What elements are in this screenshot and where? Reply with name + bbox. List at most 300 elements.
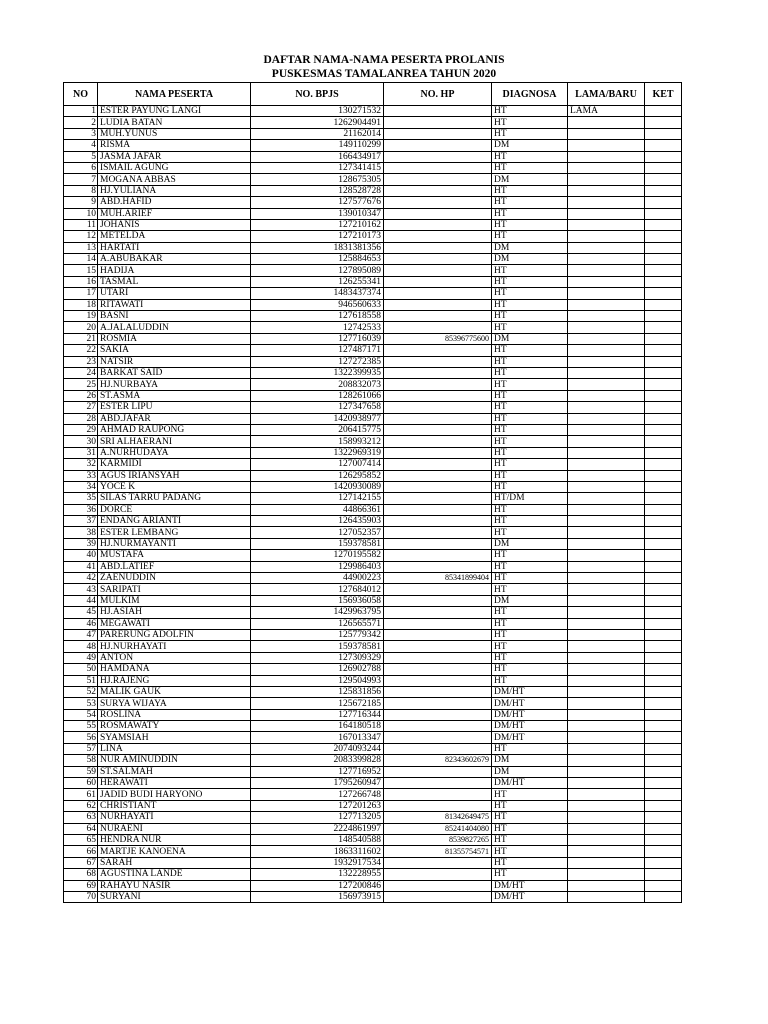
- cell-ket: [645, 595, 682, 606]
- cell-diagnosa: HT: [492, 231, 568, 242]
- header-no-bpjs: NO. BPJS: [251, 83, 384, 106]
- table-row: [64, 607, 682, 618]
- cell-no-bpjs: 127716344: [251, 709, 384, 720]
- cell-lama-baru: [568, 846, 645, 857]
- cell-diagnosa: HT: [492, 675, 568, 686]
- table-row: [64, 424, 682, 435]
- table-row: [64, 800, 682, 811]
- cell-ket: [645, 584, 682, 595]
- cell-ket: [645, 413, 682, 424]
- cell-no: 24: [64, 367, 98, 378]
- cell-diagnosa: HT: [492, 208, 568, 219]
- cell-lama-baru: [568, 527, 645, 538]
- cell-no-hp: [384, 641, 492, 652]
- cell-no: 49: [64, 652, 98, 663]
- cell-ket: [645, 367, 682, 378]
- cell-no-bpjs: 127266748: [251, 789, 384, 800]
- cell-no-hp: [384, 185, 492, 196]
- cell-diagnosa: DM: [492, 755, 568, 766]
- cell-lama-baru: [568, 493, 645, 504]
- cell-lama-baru: [568, 652, 645, 663]
- cell-no-hp: [384, 504, 492, 515]
- document-subtitle: PUSKESMAS TAMALANREA TAHUN 2020: [271, 68, 497, 80]
- cell-no: 56: [64, 732, 98, 743]
- cell-no-bpjs: 127007414: [251, 459, 384, 470]
- cell-ket: [645, 493, 682, 504]
- cell-ket: [645, 607, 682, 618]
- cell-nama-peserta: A.NURHUDAYA: [98, 447, 251, 458]
- cell-nama-peserta: ZAENUDDIN: [98, 573, 251, 584]
- cell-no-hp: [384, 778, 492, 789]
- table-row: [64, 538, 682, 549]
- cell-no-bpjs: 167013347: [251, 732, 384, 743]
- cell-no: 57: [64, 743, 98, 754]
- table-row: [64, 846, 682, 857]
- table-row: [64, 459, 682, 470]
- cell-nama-peserta: MUH.YUNUS: [98, 128, 251, 139]
- cell-no: 17: [64, 288, 98, 299]
- cell-no: 14: [64, 254, 98, 265]
- cell-no-bpjs: 128675305: [251, 174, 384, 185]
- cell-no: 66: [64, 846, 98, 857]
- cell-diagnosa: DM: [492, 254, 568, 265]
- cell-diagnosa: HT: [492, 481, 568, 492]
- document-title: DAFTAR NAMA-NAMA PESERTA PROLANIS: [263, 54, 505, 66]
- table-row: [64, 493, 682, 504]
- cell-lama-baru: [568, 823, 645, 834]
- cell-nama-peserta: KARMIDI: [98, 459, 251, 470]
- cell-no: 64: [64, 823, 98, 834]
- cell-no-bpjs: 125831856: [251, 686, 384, 697]
- cell-diagnosa: HT: [492, 743, 568, 754]
- cell-ket: [645, 197, 682, 208]
- cell-diagnosa: HT: [492, 185, 568, 196]
- cell-diagnosa: HT: [492, 584, 568, 595]
- cell-no: 47: [64, 629, 98, 640]
- table-header-row: [64, 83, 682, 106]
- cell-no-hp: [384, 413, 492, 424]
- cell-lama-baru: [568, 789, 645, 800]
- table-row: [64, 504, 682, 515]
- cell-diagnosa: HT: [492, 367, 568, 378]
- cell-no-bpjs: 127142155: [251, 493, 384, 504]
- cell-no-hp: 85341899404: [384, 573, 492, 584]
- cell-no: 41: [64, 561, 98, 572]
- cell-no: 59: [64, 766, 98, 777]
- cell-ket: [645, 106, 682, 117]
- cell-lama-baru: [568, 117, 645, 128]
- table-row: [64, 561, 682, 572]
- table-row: [64, 550, 682, 561]
- cell-nama-peserta: MUSTAFA: [98, 550, 251, 561]
- table-row: [64, 721, 682, 732]
- cell-no-bpjs: 127713205: [251, 812, 384, 823]
- table-row: [64, 812, 682, 823]
- cell-lama-baru: [568, 709, 645, 720]
- cell-lama-baru: [568, 470, 645, 481]
- cell-diagnosa: HT: [492, 664, 568, 675]
- cell-diagnosa: DM: [492, 242, 568, 253]
- cell-no: 48: [64, 641, 98, 652]
- cell-no-hp: [384, 265, 492, 276]
- cell-lama-baru: [568, 413, 645, 424]
- cell-no-hp: [384, 789, 492, 800]
- cell-lama-baru: [568, 538, 645, 549]
- cell-diagnosa: HT: [492, 470, 568, 481]
- cell-nama-peserta: ROSMIA: [98, 333, 251, 344]
- cell-no: 40: [64, 550, 98, 561]
- cell-diagnosa: HT: [492, 311, 568, 322]
- cell-nama-peserta: ESTER PAYUNG LANGI: [98, 106, 251, 117]
- table-row: [64, 333, 682, 344]
- cell-nama-peserta: ABD.JAFAR: [98, 413, 251, 424]
- cell-diagnosa: HT: [492, 276, 568, 287]
- cell-nama-peserta: HJ.NURBAYA: [98, 379, 251, 390]
- cell-no-hp: [384, 106, 492, 117]
- cell-no-hp: [384, 424, 492, 435]
- cell-lama-baru: [568, 174, 645, 185]
- table-row: [64, 447, 682, 458]
- cell-nama-peserta: HJ.NURMAYANTI: [98, 538, 251, 549]
- cell-no-hp: [384, 345, 492, 356]
- cell-diagnosa: DM/HT: [492, 686, 568, 697]
- cell-no-hp: [384, 584, 492, 595]
- cell-no: 43: [64, 584, 98, 595]
- cell-no: 29: [64, 424, 98, 435]
- cell-diagnosa: HT: [492, 846, 568, 857]
- cell-lama-baru: [568, 550, 645, 561]
- cell-ket: [645, 128, 682, 139]
- cell-ket: [645, 550, 682, 561]
- cell-lama-baru: [568, 743, 645, 754]
- cell-no-bpjs: 164180518: [251, 721, 384, 732]
- cell-no-bpjs: 12742533: [251, 322, 384, 333]
- cell-no-hp: [384, 481, 492, 492]
- cell-no-hp: [384, 766, 492, 777]
- cell-nama-peserta: MUH.ARIEF: [98, 208, 251, 219]
- cell-no: 34: [64, 481, 98, 492]
- cell-diagnosa: DM: [492, 333, 568, 344]
- cell-no-bpjs: 156973915: [251, 891, 384, 902]
- cell-lama-baru: [568, 390, 645, 401]
- cell-no-bpjs: 206415775: [251, 424, 384, 435]
- cell-ket: [645, 151, 682, 162]
- cell-ket: [645, 242, 682, 253]
- cell-nama-peserta: SILAS TARRU PADANG: [98, 493, 251, 504]
- cell-no-hp: [384, 891, 492, 902]
- cell-nama-peserta: JOHANIS: [98, 219, 251, 230]
- cell-diagnosa: HT: [492, 835, 568, 846]
- cell-lama-baru: [568, 481, 645, 492]
- cell-no-hp: [384, 618, 492, 629]
- table-row: [64, 743, 682, 754]
- cell-no-bpjs: 127201263: [251, 800, 384, 811]
- cell-diagnosa: HT: [492, 106, 568, 117]
- cell-nama-peserta: HERAWATI: [98, 778, 251, 789]
- cell-no-bpjs: 2083399828: [251, 755, 384, 766]
- table-row: [64, 755, 682, 766]
- cell-no-hp: [384, 174, 492, 185]
- table-row: [64, 835, 682, 846]
- cell-no-bpjs: 128261066: [251, 390, 384, 401]
- cell-no-bpjs: 126902788: [251, 664, 384, 675]
- table-row: [64, 709, 682, 720]
- cell-ket: [645, 356, 682, 367]
- cell-no-hp: [384, 367, 492, 378]
- cell-ket: [645, 561, 682, 572]
- cell-no: 23: [64, 356, 98, 367]
- cell-no: 46: [64, 618, 98, 629]
- cell-lama-baru: [568, 880, 645, 891]
- cell-no: 53: [64, 698, 98, 709]
- cell-nama-peserta: DORCE: [98, 504, 251, 515]
- cell-ket: [645, 538, 682, 549]
- cell-no-bpjs: 127272385: [251, 356, 384, 367]
- table-row: [64, 618, 682, 629]
- cell-no-bpjs: 126255341: [251, 276, 384, 287]
- cell-nama-peserta: ROSMAWATY: [98, 721, 251, 732]
- cell-nama-peserta: NURAENI: [98, 823, 251, 834]
- table-row: [64, 675, 682, 686]
- cell-no-hp: [384, 322, 492, 333]
- cell-no: 26: [64, 390, 98, 401]
- cell-ket: [645, 504, 682, 515]
- cell-no-bpjs: 127618558: [251, 311, 384, 322]
- cell-nama-peserta: HADIJA: [98, 265, 251, 276]
- cell-no-hp: [384, 447, 492, 458]
- cell-no-bpjs: 127895089: [251, 265, 384, 276]
- cell-diagnosa: HT: [492, 197, 568, 208]
- cell-nama-peserta: SURYANI: [98, 891, 251, 902]
- table-row: [64, 652, 682, 663]
- table-row: [64, 629, 682, 640]
- cell-no-hp: [384, 242, 492, 253]
- cell-no: 44: [64, 595, 98, 606]
- cell-no: 13: [64, 242, 98, 253]
- cell-diagnosa: HT: [492, 652, 568, 663]
- cell-no-hp: [384, 470, 492, 481]
- cell-lama-baru: [568, 573, 645, 584]
- cell-ket: [645, 379, 682, 390]
- cell-ket: [645, 755, 682, 766]
- cell-no-hp: [384, 390, 492, 401]
- cell-ket: [645, 869, 682, 880]
- cell-diagnosa: DM/HT: [492, 891, 568, 902]
- cell-no-bpjs: 132228955: [251, 869, 384, 880]
- cell-no: 67: [64, 857, 98, 868]
- cell-nama-peserta: JADID BUDI HARYONO: [98, 789, 251, 800]
- cell-diagnosa: HT: [492, 607, 568, 618]
- cell-nama-peserta: HJ.YULIANA: [98, 185, 251, 196]
- cell-nama-peserta: BARKAT SAID: [98, 367, 251, 378]
- cell-no: 65: [64, 835, 98, 846]
- cell-nama-peserta: BASNI: [98, 311, 251, 322]
- cell-no-hp: [384, 311, 492, 322]
- cell-diagnosa: HT: [492, 561, 568, 572]
- cell-nama-peserta: ISMAIL AGUNG: [98, 162, 251, 173]
- cell-lama-baru: [568, 402, 645, 413]
- cell-diagnosa: HT: [492, 459, 568, 470]
- cell-nama-peserta: HENDRA NUR: [98, 835, 251, 846]
- cell-no-hp: [384, 629, 492, 640]
- header-no-hp: NO. HP: [384, 83, 492, 106]
- cell-no: 30: [64, 436, 98, 447]
- table-row: [64, 265, 682, 276]
- header-nama-peserta: NAMA PESERTA: [98, 83, 251, 106]
- cell-ket: [645, 208, 682, 219]
- cell-lama-baru: [568, 151, 645, 162]
- cell-no: 4: [64, 140, 98, 151]
- cell-lama-baru: [568, 197, 645, 208]
- cell-no-hp: [384, 721, 492, 732]
- cell-lama-baru: [568, 140, 645, 151]
- cell-diagnosa: DM: [492, 766, 568, 777]
- cell-nama-peserta: NATSIR: [98, 356, 251, 367]
- cell-no: 45: [64, 607, 98, 618]
- cell-nama-peserta: SARAH: [98, 857, 251, 868]
- cell-no-hp: [384, 652, 492, 663]
- cell-no-bpjs: 127684012: [251, 584, 384, 595]
- cell-no: 60: [64, 778, 98, 789]
- cell-ket: [645, 846, 682, 857]
- cell-no-hp: [384, 140, 492, 151]
- cell-ket: [645, 652, 682, 663]
- cell-nama-peserta: ABD.HAFID: [98, 197, 251, 208]
- cell-ket: [645, 117, 682, 128]
- cell-diagnosa: HT: [492, 869, 568, 880]
- cell-no-hp: [384, 162, 492, 173]
- cell-no: 31: [64, 447, 98, 458]
- cell-ket: [645, 333, 682, 344]
- table-row: [64, 117, 682, 128]
- cell-no-hp: [384, 857, 492, 868]
- cell-diagnosa: HT: [492, 151, 568, 162]
- cell-no-hp: [384, 459, 492, 470]
- cell-nama-peserta: MARTJE KANOENA: [98, 846, 251, 857]
- cell-nama-peserta: LUDIA BATAN: [98, 117, 251, 128]
- cell-no: 7: [64, 174, 98, 185]
- cell-lama-baru: [568, 561, 645, 572]
- cell-lama-baru: [568, 185, 645, 196]
- cell-no-bpjs: 128528728: [251, 185, 384, 196]
- cell-no: 20: [64, 322, 98, 333]
- cell-no-hp: [384, 698, 492, 709]
- cell-no-hp: [384, 561, 492, 572]
- cell-no-bpjs: 127347658: [251, 402, 384, 413]
- cell-no-hp: 81355754571: [384, 846, 492, 857]
- cell-no: 10: [64, 208, 98, 219]
- cell-no-bpjs: 125779342: [251, 629, 384, 640]
- cell-diagnosa: DM/HT: [492, 732, 568, 743]
- cell-lama-baru: [568, 459, 645, 470]
- cell-lama-baru: [568, 698, 645, 709]
- table-row: [64, 584, 682, 595]
- table-row: [64, 345, 682, 356]
- cell-diagnosa: HT: [492, 219, 568, 230]
- cell-no: 52: [64, 686, 98, 697]
- cell-lama-baru: [568, 618, 645, 629]
- table-row: [64, 664, 682, 675]
- cell-diagnosa: HT: [492, 447, 568, 458]
- cell-diagnosa: HT: [492, 128, 568, 139]
- cell-ket: [645, 698, 682, 709]
- table-row: [64, 128, 682, 139]
- cell-diagnosa: HT: [492, 299, 568, 310]
- cell-no-hp: [384, 128, 492, 139]
- cell-no: 9: [64, 197, 98, 208]
- header-lama-baru: LAMA/BARU: [568, 83, 645, 106]
- cell-no: 18: [64, 299, 98, 310]
- cell-no-hp: [384, 219, 492, 230]
- cell-lama-baru: [568, 835, 645, 846]
- cell-ket: [645, 345, 682, 356]
- cell-no: 1: [64, 106, 98, 117]
- cell-no: 8: [64, 185, 98, 196]
- cell-ket: [645, 254, 682, 265]
- cell-lama-baru: [568, 162, 645, 173]
- cell-ket: [645, 299, 682, 310]
- header-diagnosa: DIAGNOSA: [492, 83, 568, 106]
- cell-diagnosa: HT: [492, 288, 568, 299]
- table-row: [64, 789, 682, 800]
- cell-nama-peserta: ST.ASMA: [98, 390, 251, 401]
- cell-nama-peserta: TASMAL: [98, 276, 251, 287]
- cell-no: 61: [64, 789, 98, 800]
- cell-diagnosa: HT: [492, 402, 568, 413]
- table-row: [64, 470, 682, 481]
- cell-no-bpjs: 127487171: [251, 345, 384, 356]
- cell-no: 62: [64, 800, 98, 811]
- cell-no: 37: [64, 516, 98, 527]
- table-row: [64, 322, 682, 333]
- cell-no: 63: [64, 812, 98, 823]
- cell-lama-baru: [568, 219, 645, 230]
- cell-nama-peserta: AGUSTINA LANDE: [98, 869, 251, 880]
- cell-lama-baru: [568, 447, 645, 458]
- cell-lama-baru: [568, 857, 645, 868]
- cell-ket: [645, 732, 682, 743]
- cell-nama-peserta: HJ.ASIAH: [98, 607, 251, 618]
- cell-ket: [645, 231, 682, 242]
- cell-lama-baru: [568, 322, 645, 333]
- cell-no: 55: [64, 721, 98, 732]
- cell-ket: [645, 288, 682, 299]
- cell-diagnosa: HT: [492, 629, 568, 640]
- cell-no-bpjs: 127577676: [251, 197, 384, 208]
- cell-nama-peserta: AHMAD RAUPONG: [98, 424, 251, 435]
- cell-no-hp: 85396775600: [384, 333, 492, 344]
- cell-nama-peserta: ESTER LIPU: [98, 402, 251, 413]
- table-row: [64, 402, 682, 413]
- table-row: [64, 106, 682, 117]
- cell-ket: [645, 162, 682, 173]
- cell-no-hp: [384, 276, 492, 287]
- cell-no: 33: [64, 470, 98, 481]
- cell-ket: [645, 527, 682, 538]
- cell-no-bpjs: 1270195582: [251, 550, 384, 561]
- cell-no-bpjs: 125884653: [251, 254, 384, 265]
- cell-nama-peserta: RISMA: [98, 140, 251, 151]
- cell-nama-peserta: MOGANA ABBAS: [98, 174, 251, 185]
- table-row: [64, 254, 682, 265]
- table-row: [64, 219, 682, 230]
- cell-no-hp: [384, 527, 492, 538]
- cell-ket: [645, 436, 682, 447]
- cell-no: 38: [64, 527, 98, 538]
- cell-no-bpjs: 159378581: [251, 538, 384, 549]
- table-row: [64, 390, 682, 401]
- cell-no-bpjs: 139010347: [251, 208, 384, 219]
